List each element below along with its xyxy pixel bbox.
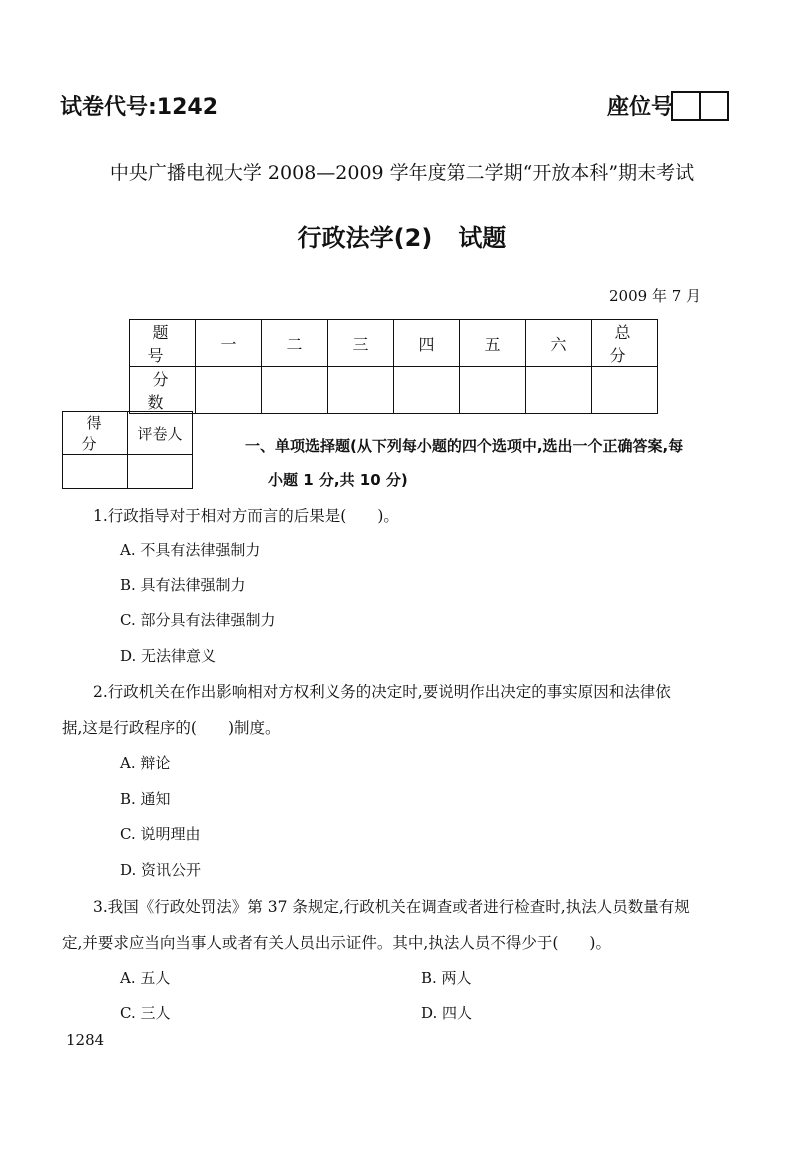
grader-table — [62, 411, 193, 489]
score-cell[interactable] — [328, 367, 394, 414]
seat-number — [607, 90, 729, 121]
section-heading: 一、单项选择题(从下列每小题的四个选项中,选出一个正确答案,每 — [245, 437, 684, 455]
question-2-option-a[interactable]: A. 辩论 — [120, 754, 171, 772]
paper-code: 试卷代号:1242 — [60, 95, 219, 120]
grader-name-cell[interactable] — [128, 455, 193, 489]
seat-box — [699, 91, 729, 121]
grader-name-header: 评卷人 — [128, 412, 193, 455]
score-column-header: 总 分 — [592, 320, 658, 367]
question-3-stem-continued: 定,并要求应当向当事人或者有关人员出示证件。其中,执法人员不得少于( )。 — [62, 934, 611, 952]
score-cell[interactable] — [196, 367, 262, 414]
score-cell[interactable] — [592, 367, 658, 414]
score-column-header: 二 — [262, 320, 328, 367]
subject-title — [0, 218, 804, 253]
score-cell[interactable] — [526, 367, 592, 414]
question-2-stem: 2.行政机关在作出影响相对方权利义务的决定时,要说明作出决定的事实原因和法律依 — [93, 683, 671, 701]
grader-score-header: 得 分 — [63, 412, 128, 455]
seat-label: 座位号 — [607, 95, 674, 120]
score-table-score-row — [130, 367, 658, 414]
score-column-header: 六 — [526, 320, 592, 367]
score-column-header: 三 — [328, 320, 394, 367]
section-heading-continued: 小题 1 分,共 10 分) — [268, 471, 408, 489]
question-1-option-b[interactable]: B. 具有法律强制力 — [120, 576, 246, 594]
score-column-header: 四 — [394, 320, 460, 367]
subject-suffix: 试题 — [458, 224, 507, 252]
question-3-option-d[interactable]: D. 四人 — [421, 1004, 473, 1022]
question-3-option-c[interactable]: C. 三人 — [120, 1004, 171, 1022]
score-row-label: 分 数 — [130, 367, 196, 414]
question-2-option-b[interactable]: B. 通知 — [120, 790, 171, 808]
score-cell[interactable] — [262, 367, 328, 414]
question-2-option-c[interactable]: C. 说明理由 — [120, 825, 201, 843]
score-cell[interactable] — [394, 367, 460, 414]
question-1-option-d[interactable]: D. 无法律意义 — [120, 647, 217, 665]
question-2-option-d[interactable]: D. 资讯公开 — [120, 861, 202, 879]
question-1-option-a[interactable]: A. 不具有法律强制力 — [120, 541, 261, 559]
score-column-header: 一 — [196, 320, 262, 367]
exam-date: 2009 年 7 月 — [609, 287, 702, 305]
question-1-option-c[interactable]: C. 部分具有法律强制力 — [120, 611, 276, 629]
score-table-header-row — [130, 320, 658, 367]
exam-title: 中央广播电视大学 2008—2009 学年度第二学期“开放本科”期末考试 — [109, 162, 695, 184]
question-3-stem: 3.我国《行政处罚法》第 37 条规定,行政机关在调查或者进行检查时,执法人员数量有规 — [93, 898, 690, 916]
question-1-stem: 1.行政指导对于相对方而言的后果是( )。 — [93, 507, 399, 525]
question-2-stem-continued: 据,这是行政程序的( )制度。 — [62, 719, 281, 737]
grader-score-cell[interactable] — [63, 455, 128, 489]
page-number: 1284 — [66, 1031, 105, 1049]
score-row-label: 题 号 — [130, 320, 196, 367]
score-table — [129, 319, 658, 414]
score-cell[interactable] — [460, 367, 526, 414]
question-3-option-a[interactable]: A. 五人 — [120, 969, 171, 987]
question-3-option-b[interactable]: B. 两人 — [421, 969, 472, 987]
subject-name: 行政法学(2) — [297, 224, 433, 252]
seat-box — [671, 91, 701, 121]
score-column-header: 五 — [460, 320, 526, 367]
